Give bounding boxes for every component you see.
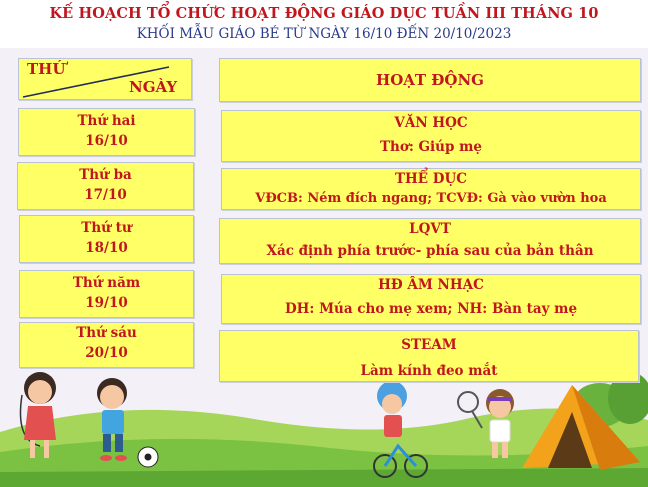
day-cell (19, 270, 194, 318)
day-date: 19/10 (85, 295, 128, 311)
day-cell (19, 215, 194, 263)
day-date: 18/10 (85, 240, 128, 256)
activity-detail: Thơ: Giúp mẹ (379, 139, 483, 155)
day-cell (17, 162, 194, 210)
day-cell (19, 322, 194, 368)
activity-cell (219, 330, 639, 382)
day-name: Thứ hai (77, 113, 136, 129)
activity-title: THỂ DỤC (394, 171, 467, 187)
activity-cell (221, 168, 641, 210)
activity-cell (219, 218, 641, 264)
day-date: 20/10 (85, 345, 128, 361)
activity-detail: Xác định phía trước- phía sau của bản thân (266, 243, 594, 259)
page-subtitle: KHỐI MẪU GIÁO BÉ TỪ NGÀY 16/10 ĐẾN 20/10/2023 (136, 26, 512, 42)
day-name: Thứ năm (72, 275, 141, 291)
day-name: Thứ tư (81, 220, 132, 236)
day-date: 17/10 (84, 187, 127, 203)
day-date: 16/10 (85, 133, 128, 149)
soccer-ball-icon (138, 447, 158, 467)
activity-cell (221, 110, 641, 162)
activity-detail: Làm kính đeo mắt (360, 363, 498, 379)
activity-detail: DH: Múa cho mẹ xem; NH: Bàn tay mẹ (284, 301, 578, 317)
header-day-date (18, 58, 192, 100)
day-name: Thứ ba (79, 167, 132, 183)
page-title: KẾ HOẠCH TỔ CHỨC HOẠT ĐỘNG GIÁO DỤC TUẦN III THÁNG 10 (49, 5, 599, 22)
activity-title: STEAM (401, 337, 457, 353)
header-weekday-label: THỨ (27, 60, 66, 78)
day-name: Thứ sáu (76, 325, 137, 341)
activity-title: HĐ ÂM NHẠC (378, 277, 484, 293)
activity-title: VĂN HỌC (394, 115, 468, 131)
activity-detail: VĐCB: Ném đích ngang; TCVĐ: Gà vào vườn hoa (255, 191, 607, 206)
activity-cell (221, 274, 641, 324)
header-date-label: NGÀY (129, 78, 178, 96)
day-cell (18, 108, 195, 156)
header-activity: HOẠT ĐỘNG (219, 58, 641, 102)
activity-title: LQVT (409, 221, 451, 237)
